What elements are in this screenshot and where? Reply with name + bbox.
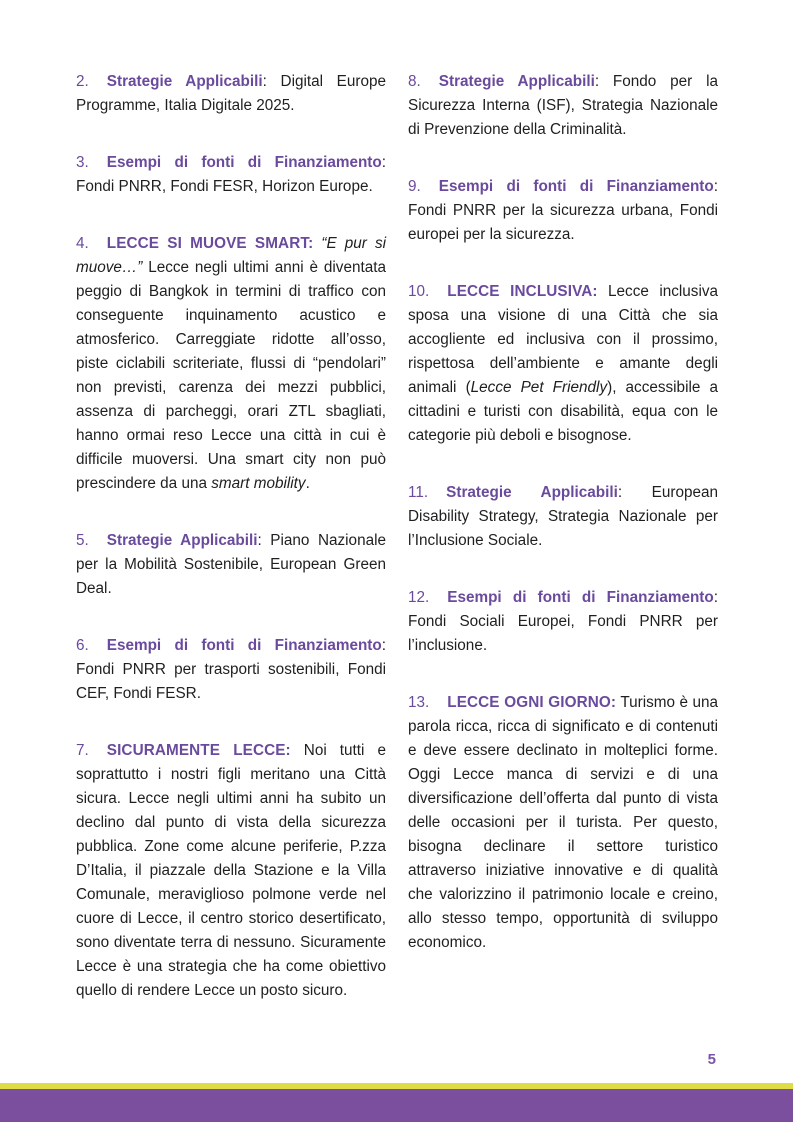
item-heading: Esempi di fonti di Finanziamento [447,589,714,606]
item-number: 10. [408,283,430,300]
item-body: Lecce negli ultimi anni è diventata peggio di Bangkok in termini di traffico con conseguente inquinamento acustico e atmosferico. Carreggiate ridotte all’osso, piste ciclabili scriteriate, flussi di “pendolari” non previsti, carenza dei mezzi pubblici, assenza di parcheggi, orari ZTL sbagliati, hanno ormai reso Lecce una città in cui è difficile muoversi. Una smart city non può prescindere da una [76,259,386,492]
item-heading: LECCE INCLUSIVA: [447,283,598,300]
list-item [76,529,386,601]
item-body: Piano Nazionale per la Mobilità Sostenibile, European Green Deal. [76,532,386,597]
list-item [76,70,386,118]
item-separator: : [381,154,386,171]
footer-purple-band [0,1089,793,1122]
list-item [408,586,718,658]
item-number: 13. [408,694,430,711]
item-body-continued: ), accessibile a cittadini e turisti con disabilità, equa con le categorie più deboli e bisognose. [408,379,718,444]
item-number: 7. [76,742,89,759]
item-body: Fondo per la Sicurezza Interna (ISF), Strategia Nazionale di Prevenzione della Criminalità. [408,73,718,138]
right-column [408,70,718,988]
item-heading: Esempi di fonti di Finanziamento [106,637,382,654]
item-emphasis: smart mobility [211,475,306,492]
list-item [408,280,718,448]
item-separator: : [262,73,267,90]
item-number: 6. [76,637,89,654]
item-heading: Esempi di fonti di Finanziamento [438,178,714,195]
list-item [408,175,718,247]
item-number: 2. [76,73,89,90]
list-item [408,70,718,142]
item-heading: Strategie Applicabili [106,532,258,549]
left-column [76,70,386,1036]
item-body: European Disability Strategy, Strategia Nazionale per l’Inclusione Sociale. [408,484,718,549]
item-separator: : [594,73,600,90]
item-number: 3. [76,154,89,171]
item-body: Fondi Sociali Europei, Fondi PNRR per l’inclusione. [408,613,718,654]
item-heading: Strategie Applicabili [446,484,618,501]
item-emphasis: Lecce Pet Friendly [470,379,608,396]
item-number: 5. [76,532,89,549]
item-number: 4. [76,235,89,252]
item-heading: Strategie Applicabili [106,73,263,90]
item-number: 11. [408,484,429,501]
list-item [408,481,718,553]
item-number: 12. [408,589,430,606]
list-item [76,151,386,199]
page-number: 5 [707,1051,716,1068]
list-item [76,634,386,706]
item-heading: LECCE OGNI GIORNO: [447,694,617,711]
item-separator: : [713,178,718,195]
item-body: Fondi PNRR, Fondi FESR, Horizon Europe. [76,178,373,195]
item-heading: LECCE SI MUOVE SMART: [106,235,314,252]
list-item [76,739,386,1003]
list-item [76,232,386,496]
item-body: Turismo è una parola ricca, ricca di significato e di contenuti e deve essere declinato in molteplici forme. Oggi Lecce manca di servizi e di una diversificazione dell’offerta dal punto di vista delle occasioni per il turista. Per questo, bisogna declinare il settore turistico attraverso iniziative innovative e di qualità che valorizzino il patrimonio locale e creino, allo stesso tempo, opportunità di sviluppo economico. [408,694,718,951]
item-body: Fondi PNRR per la sicurezza urbana, Fondi europei per la sicurezza. [408,202,718,243]
item-tail: . [305,475,310,492]
item-body: Digital Europe Programme, Italia Digitale 2025. [76,73,386,114]
item-number: 9. [408,178,421,195]
item-body: Fondi PNRR per trasporti sostenibili, Fondi CEF, Fondi FESR. [76,661,386,702]
item-separator: : [257,532,262,549]
item-body: Lecce inclusiva sposa una visione di una Città che sia accogliente ed inclusiva con il prossimo, rispettosa dell’ambiente e amante degli animali ( [408,283,718,396]
item-quote: “E pur si muove…” [76,235,386,276]
item-separator: : [713,589,718,606]
item-heading: Strategie Applicabili [438,73,595,90]
item-separator: : [381,637,386,654]
item-heading: Esempi di fonti di Finanziamento [106,154,382,171]
item-body: Noi tutti e soprattutto i nostri figli meritano una Città sicura. Lecce negli ultimi anni ha subito un declino dal punto di vista della sicurezza pubblica. Zone come alcune periferie, P.zza D’Italia, il piazzale della Stazione e la Villa Comunale, meraviglioso polmone verde nel cuore di Lecce, il centro storico desertificato, sono diventate terra di nessuno. Sicuramente Lecce è una strategia che ha come obiettivo quello di rendere Lecce un posto sicuro. [76,742,386,999]
item-number: 8. [408,73,421,90]
item-heading: SICURAMENTE LECCE: [106,742,291,759]
item-separator: : [617,484,623,501]
list-item [408,691,718,955]
